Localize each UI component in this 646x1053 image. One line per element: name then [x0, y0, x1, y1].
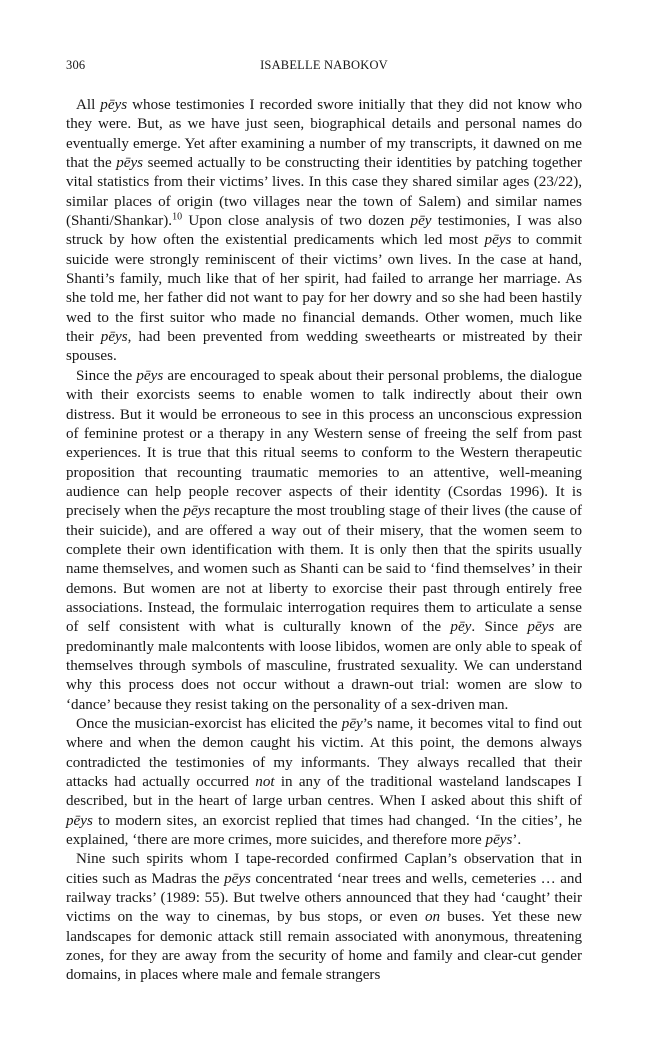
text-run: are encouraged to speak about their personal problems, the dialogue with their exorcists seems to enable women to talk indirectly about their own distress. But it would be erroneous to see in this process an unconscious expression of feminine protest or a therapy in any Western sense of freeing the self from past experiences. It is true that this ritual seems to conform to the Western therapeutic proposition that recounting traumatic memories to an attentive, well-meaning audience can help people recover aspects of their identity (Csordas 1996). It is precisely when the [66, 367, 582, 520]
text-run: to commit suicide were strongly reminiscent of their victims’ own lives. In the case at hand, Shanti’s family, much like that of her spirit, had failed to arrange her marriage. As she told me, her father did not want to pay for her dowry and so she had been hastily wed to the first suitor who made no financial demands. Other women, much like their [66, 232, 582, 346]
italic-term: pēy [450, 619, 472, 636]
text-run: to modern sites, an exorcist replied that times had changed. ‘In the cities’, he explained, ‘there are more crimes, more suicides, and therefore more [66, 812, 582, 849]
text-run: testimonies, I was also struck by how often the existential predicaments which led most [66, 213, 582, 249]
running-head-author: ISABELLE NABOKOV [260, 58, 388, 72]
text-run: concentrated ‘near trees and wells, cemeteries … and railway tracks’ (1989: 55). But twelve others announced that they had ‘caught’ their victims on the way to cinemas, by bus stops, or even [66, 870, 582, 926]
italic-term: pēy [410, 213, 432, 230]
body-text [66, 96, 582, 986]
italic-term: pēys [136, 367, 164, 384]
text-run: All [76, 97, 101, 113]
text-run: in any of the traditional wasteland landscapes I described, but in the heart of large urban centres. When I asked about this shift of [66, 774, 582, 810]
paragraph [66, 96, 582, 367]
italic-term: pēys [485, 832, 513, 849]
italic-term: on [425, 909, 441, 926]
text-run: recapture the most troubling stage of their lives (the cause of their suicide), and are offered a way out of their misery, that the women seem to complete their own identification with them. It is only then that the spirits usually name themselves, and women such as Shanti can be said to ‘find themselves’ in their demons. But women are not at liberty to exorcise their past through entirely free associations. Instead, the formulaic interrogation requires them to articulate a sense of self consistent with what is culturally known of the [66, 503, 583, 636]
italic-term: pēy [341, 716, 363, 732]
text-run: Since the [76, 367, 137, 384]
footnote-marker: 10 [172, 211, 183, 223]
paragraph [66, 367, 582, 715]
italic-term: pēys [527, 619, 555, 636]
text-run: Nine such spirits whom I tape-recorded confirmed Caplan’s observation that in cities such as Madras the [66, 851, 582, 887]
running-header [66, 58, 582, 78]
text-run: Once the musician-exorcist has elicited the [76, 716, 342, 732]
text-run: , had been prevented from wedding sweethearts or mistreated by their spouses. [66, 329, 583, 365]
text-run: ’s name, it becomes vital to find out where and when the demon caught his victim. At this point, the demons always contradicted the testimonies of my informants. They always recalled that their attacks had actually occurred [66, 716, 582, 791]
text-run: Upon close analysis of two dozen [182, 213, 411, 230]
italic-term: pēys [100, 97, 128, 113]
text-run: buses. Yet these new landscapes for demonic attack still remain associated with anonymous, threatening zones, for they are away from the security of home and family and clear-cut gender domains, in places where male and female strangers [66, 909, 583, 984]
italic-term: not [255, 774, 275, 791]
text-run: seemed actually to be constructing their identities by patching together vital statistics from their victims’ lives. In this case they shared similar ages (23/22), similar places of origin (two villages near the town of Salem) and similar names (Shanti/Shankar). [66, 155, 582, 230]
italic-term: pēys [100, 329, 128, 346]
italic-term: pēys [224, 870, 251, 887]
italic-term: pēys [484, 232, 512, 249]
text-run: are predominantly male malcontents with loose libidos, women are only able to speak of themselves through symbols of masculine, frustrated sexuality. We can understand why this process does not occur without a drawn-out trial: women are slow to ‘dance’ because they resist taking on the personality of a sex-driven man. [66, 619, 582, 713]
italic-term: pēys [66, 812, 93, 829]
text-run: . Since [471, 619, 528, 636]
page-number: 306 [66, 58, 86, 72]
paragraph [66, 715, 582, 850]
paragraph [66, 850, 582, 985]
text-run: ’. [512, 832, 522, 849]
italic-term: pēys [183, 503, 211, 520]
text-run: whose testimonies I recorded swore initially that they did not know who they were. But, as we have just seen, biographical details and personal names do eventually emerge. Yet after examining a number of my transcripts, it dawned on me that the [66, 97, 583, 172]
italic-term: pēys [116, 155, 144, 172]
